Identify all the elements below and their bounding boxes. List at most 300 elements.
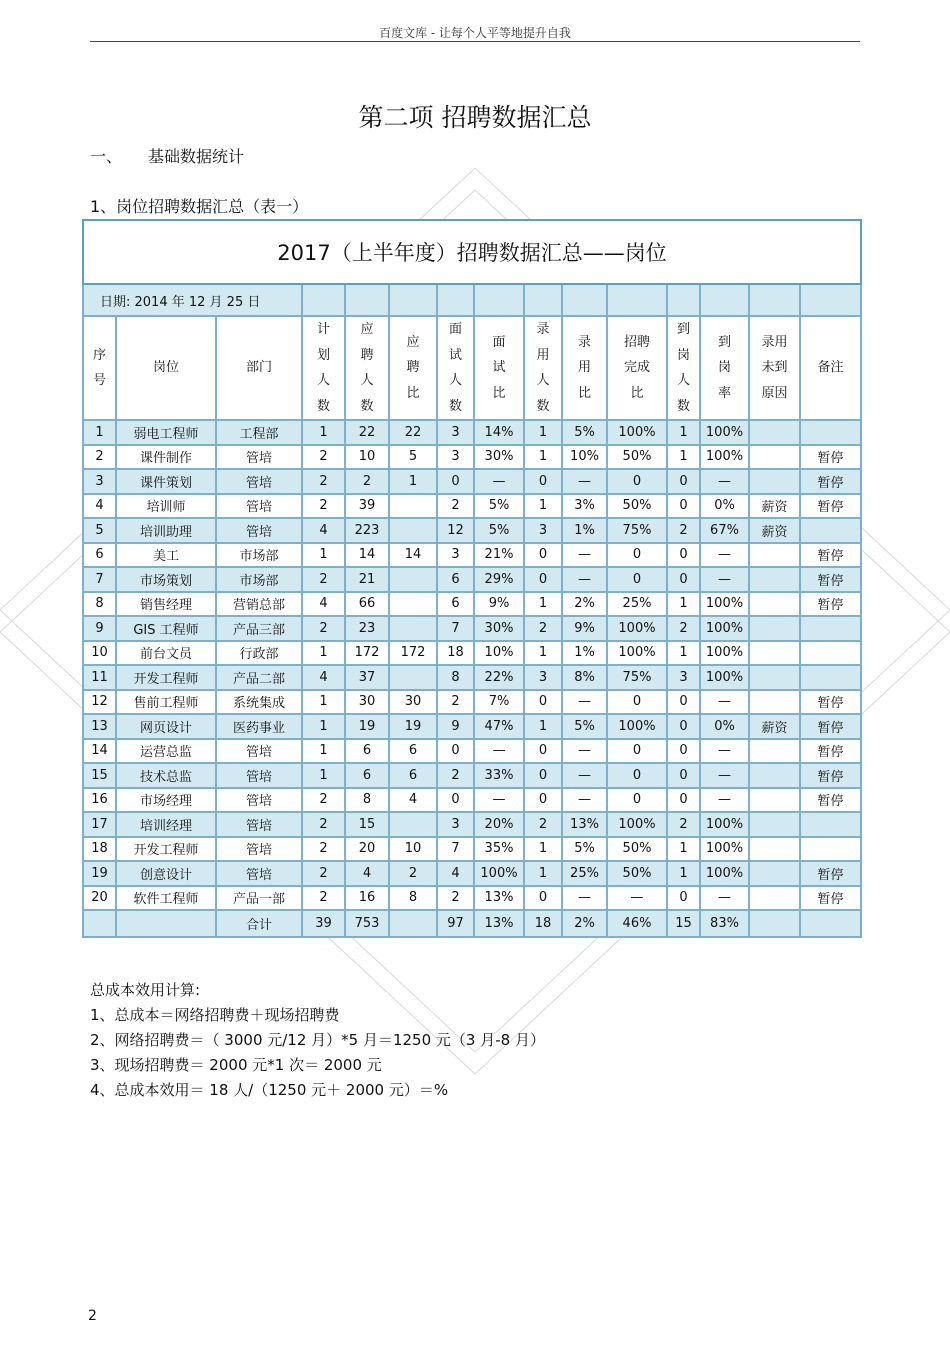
table-cell: 培训助理 — [116, 518, 216, 543]
table-cell: — — [700, 567, 749, 592]
table-row — [83, 641, 861, 666]
table-cell: 1 — [667, 837, 700, 862]
table-cell: 3 — [524, 665, 562, 690]
table-cell: 1 — [302, 763, 345, 788]
table-cell: 4 — [345, 861, 389, 886]
table-cell: 0% — [700, 714, 749, 739]
table-cell: 6 — [83, 543, 116, 568]
table-cell: 172 — [345, 641, 389, 666]
table-cell: 172 — [389, 641, 437, 666]
table-cell: 4 — [302, 518, 345, 543]
table-cell: 0 — [667, 886, 700, 911]
table-cell — [749, 763, 800, 788]
table-cell: 14% — [474, 420, 524, 445]
table-cell: — — [562, 469, 607, 494]
table-cell: 0 — [437, 739, 474, 764]
table-cell: 16 — [83, 788, 116, 813]
total-cell: 46% — [607, 910, 667, 937]
table-cell: 2 — [302, 788, 345, 813]
table-cell: 10 — [389, 837, 437, 862]
table-cell: 5% — [562, 420, 607, 445]
table-cell: 医药事业 — [216, 714, 302, 739]
total-cell — [800, 910, 861, 937]
table-row — [83, 592, 861, 617]
table-cell: 100% — [607, 641, 667, 666]
table-cell: 管培 — [216, 494, 302, 519]
table-cell: 管培 — [216, 469, 302, 494]
table-cell: 2 — [437, 690, 474, 715]
table-cell: 2 — [302, 812, 345, 837]
table-heading: 1、岗位招聘数据汇总（表一） — [90, 197, 309, 216]
header-divider — [90, 41, 860, 42]
column-header: 到 岗 率 — [700, 316, 749, 420]
total-cell: 97 — [437, 910, 474, 937]
table-cell: 2 — [667, 616, 700, 641]
table-cell: 0 — [667, 739, 700, 764]
table-cell: — — [562, 788, 607, 813]
table-cell: 暂停 — [800, 567, 861, 592]
table-cell: 产品一部 — [216, 886, 302, 911]
table-cell: 13% — [474, 886, 524, 911]
table-cell: 13 — [83, 714, 116, 739]
total-cell: 13% — [474, 910, 524, 937]
date-label: 日期: 2014 年 12 月 25 日 — [83, 284, 302, 316]
table-cell: 29% — [474, 567, 524, 592]
table-cell: 暂停 — [800, 861, 861, 886]
total-cell: 合计 — [216, 910, 302, 937]
table-cell: 市场经理 — [116, 788, 216, 813]
table-cell: 1 — [524, 420, 562, 445]
table-cell: 1 — [524, 861, 562, 886]
table-cell: 4 — [83, 494, 116, 519]
total-cell: 753 — [345, 910, 389, 937]
table-cell: 19 — [83, 861, 116, 886]
table-cell: 19 — [345, 714, 389, 739]
table-cell: 9% — [474, 592, 524, 617]
table-cell: 7% — [474, 690, 524, 715]
table-cell: 3 — [437, 543, 474, 568]
table-cell — [749, 567, 800, 592]
table-cell: 30% — [474, 445, 524, 470]
table-cell: 培训经理 — [116, 812, 216, 837]
table-cell: 弱电工程师 — [116, 420, 216, 445]
table-cell: — — [474, 469, 524, 494]
table-cell: 22% — [474, 665, 524, 690]
total-cell — [116, 910, 216, 937]
table-cell: 1 — [302, 543, 345, 568]
column-header: 应 聘 比 — [389, 316, 437, 420]
table-cell: 6 — [437, 592, 474, 617]
table-cell: 5 — [389, 445, 437, 470]
recruitment-table-container — [82, 219, 860, 938]
table-cell: 市场部 — [216, 567, 302, 592]
table-cell: 暂停 — [800, 690, 861, 715]
table-cell: 0 — [524, 543, 562, 568]
total-cell: 2% — [562, 910, 607, 937]
column-header: 到 岗 人 数 — [667, 316, 700, 420]
table-cell: 19 — [389, 714, 437, 739]
table-cell: 30% — [474, 616, 524, 641]
table-cell: 培训师 — [116, 494, 216, 519]
table-cell — [800, 665, 861, 690]
table-cell: 100% — [607, 616, 667, 641]
table-cell: 75% — [607, 518, 667, 543]
table-cell: 100% — [700, 616, 749, 641]
column-header: 录用 未到 原因 — [749, 316, 800, 420]
table-cell: 美工 — [116, 543, 216, 568]
table-cell: 100% — [607, 714, 667, 739]
table-cell: 23 — [345, 616, 389, 641]
table-cell: 2 — [302, 469, 345, 494]
table-cell: 1 — [524, 837, 562, 862]
table-cell: 9 — [437, 714, 474, 739]
column-header: 备注 — [800, 316, 861, 420]
table-cell: 20 — [83, 886, 116, 911]
table-cell: 30 — [389, 690, 437, 715]
table-cell — [800, 518, 861, 543]
date-row-cell — [562, 284, 607, 316]
table-cell: 2 — [302, 445, 345, 470]
table-cell: 4 — [302, 665, 345, 690]
table-cell: 9 — [83, 616, 116, 641]
table-cell: 33% — [474, 763, 524, 788]
table-cell: 2 — [302, 567, 345, 592]
table-cell: 创意设计 — [116, 861, 216, 886]
table-cell: 21% — [474, 543, 524, 568]
table-cell: 2 — [302, 861, 345, 886]
table-cell: 25% — [607, 592, 667, 617]
table-cell: 100% — [700, 812, 749, 837]
table-cell: 运营总监 — [116, 739, 216, 764]
table-cell: 25% — [562, 861, 607, 886]
table-cell: — — [700, 886, 749, 911]
table-cell: 1 — [83, 420, 116, 445]
table-cell: 5% — [474, 494, 524, 519]
column-header: 岗位 — [116, 316, 216, 420]
table-cell: — — [474, 788, 524, 813]
table-cell: 1 — [302, 690, 345, 715]
table-cell: — — [607, 886, 667, 911]
table-cell: 薪资 — [749, 714, 800, 739]
table-cell: 0% — [700, 494, 749, 519]
table-cell: 暂停 — [800, 445, 861, 470]
table-cell: 0 — [524, 763, 562, 788]
table-cell: 课件制作 — [116, 445, 216, 470]
table-cell — [749, 420, 800, 445]
table-cell: 0 — [607, 763, 667, 788]
table-cell: 100% — [700, 592, 749, 617]
table-cell — [800, 641, 861, 666]
table-cell: 15 — [345, 812, 389, 837]
cost-line: 3、现场招聘费＝ 2000 元*1 次＝ 2000 元 — [90, 1056, 382, 1074]
table-cell — [749, 812, 800, 837]
table-cell: 管培 — [216, 861, 302, 886]
table-cell — [389, 665, 437, 690]
table-cell: — — [700, 543, 749, 568]
table-cell: 4 — [437, 861, 474, 886]
table-cell — [749, 788, 800, 813]
table-cell: 2 — [345, 469, 389, 494]
table-cell: 10% — [474, 641, 524, 666]
table-cell: 薪资 — [749, 518, 800, 543]
table-cell: 暂停 — [800, 469, 861, 494]
table-cell: 13% — [562, 812, 607, 837]
table-cell — [389, 567, 437, 592]
table-cell: — — [562, 739, 607, 764]
date-row-cell — [524, 284, 562, 316]
table-cell: 3 — [437, 420, 474, 445]
table-cell: 50% — [607, 494, 667, 519]
table-cell — [749, 592, 800, 617]
column-header: 招聘 完成 比 — [607, 316, 667, 420]
table-cell: 暂停 — [800, 763, 861, 788]
table-cell: 0 — [667, 494, 700, 519]
table-cell: — — [562, 567, 607, 592]
table-cell — [749, 837, 800, 862]
table-cell — [800, 837, 861, 862]
table-row — [83, 616, 861, 641]
table-cell: 2 — [667, 518, 700, 543]
table-cell: 课件策划 — [116, 469, 216, 494]
table-cell: GIS 工程师 — [116, 616, 216, 641]
table-cell: 18 — [83, 837, 116, 862]
table-cell: 管培 — [216, 445, 302, 470]
table-cell: 5% — [474, 518, 524, 543]
table-cell: 管培 — [216, 518, 302, 543]
date-row-cell — [389, 284, 437, 316]
table-title: 2017（上半年度）招聘数据汇总——岗位 — [83, 220, 861, 284]
table-cell: 100% — [607, 812, 667, 837]
table-cell: 75% — [607, 665, 667, 690]
cost-line: 1、总成本＝网络招聘费＋现场招聘费 — [90, 1006, 340, 1024]
table-cell: 0 — [524, 567, 562, 592]
table-row — [83, 886, 861, 911]
section-number: 一、 — [90, 147, 123, 166]
table-cell: 1 — [667, 641, 700, 666]
table-cell: 1 — [524, 494, 562, 519]
table-cell: 0 — [437, 469, 474, 494]
table-cell: 0 — [667, 763, 700, 788]
table-cell: 0 — [607, 567, 667, 592]
table-cell: 1 — [302, 739, 345, 764]
table-cell: 5 — [83, 518, 116, 543]
table-cell: 8 — [83, 592, 116, 617]
table-cell: 暂停 — [800, 494, 861, 519]
table-cell: 网页设计 — [116, 714, 216, 739]
table-cell: 售前工程师 — [116, 690, 216, 715]
table-cell: — — [700, 788, 749, 813]
table-cell: 0 — [524, 739, 562, 764]
table-cell: 1 — [302, 420, 345, 445]
table-cell: 100% — [700, 837, 749, 862]
cost-calculation — [90, 978, 545, 1103]
table-cell — [389, 812, 437, 837]
date-row — [83, 284, 861, 316]
table-cell: 1 — [524, 445, 562, 470]
table-cell — [749, 665, 800, 690]
column-header: 部门 — [216, 316, 302, 420]
table-cell: 营销总部 — [216, 592, 302, 617]
table-cell — [749, 690, 800, 715]
table-cell: 2 — [302, 616, 345, 641]
table-cell: 5% — [562, 837, 607, 862]
table-cell — [800, 616, 861, 641]
table-cell: 100% — [700, 641, 749, 666]
table-cell: 12 — [83, 690, 116, 715]
table-cell: 0 — [667, 469, 700, 494]
table-cell — [749, 886, 800, 911]
table-cell: 0 — [524, 788, 562, 813]
table-cell — [749, 469, 800, 494]
table-cell: 1 — [667, 420, 700, 445]
date-row-cell — [667, 284, 700, 316]
table-cell: 暂停 — [800, 739, 861, 764]
table-cell: — — [562, 543, 607, 568]
table-cell: 2 — [524, 616, 562, 641]
table-cell: 0 — [667, 543, 700, 568]
table-cell — [749, 543, 800, 568]
table-cell: 4 — [389, 788, 437, 813]
table-cell: 12 — [437, 518, 474, 543]
table-cell: 3% — [562, 494, 607, 519]
table-cell: 17 — [83, 812, 116, 837]
table-cell: 市场部 — [216, 543, 302, 568]
total-cell: 39 — [302, 910, 345, 937]
page-header: 百度文库 - 让每个人平等地提升自我 — [379, 26, 571, 40]
table-cell — [800, 420, 861, 445]
table-cell: — — [562, 763, 607, 788]
table-cell: 9% — [562, 616, 607, 641]
table-row — [83, 714, 861, 739]
table-cell: 50% — [607, 837, 667, 862]
table-cell: 0 — [524, 690, 562, 715]
table-cell: 开发工程师 — [116, 665, 216, 690]
table-cell — [749, 641, 800, 666]
cost-line: 4、总成本效用＝ 18 人/（1250 元＋ 2000 元）＝% — [90, 1081, 449, 1099]
date-row-cell — [800, 284, 861, 316]
section-title: 基础数据统计 — [148, 147, 245, 166]
table-cell: — — [700, 763, 749, 788]
column-header-row — [83, 316, 861, 420]
table-cell: 前台文员 — [116, 641, 216, 666]
table-cell: 技术总监 — [116, 763, 216, 788]
date-row-cell — [437, 284, 474, 316]
table-cell: 0 — [607, 739, 667, 764]
total-cell: 83% — [700, 910, 749, 937]
table-cell: 2 — [83, 445, 116, 470]
table-cell: 15 — [83, 763, 116, 788]
table-cell: 100% — [700, 445, 749, 470]
table-cell — [749, 739, 800, 764]
table-cell: 100% — [700, 420, 749, 445]
table-cell: 50% — [607, 445, 667, 470]
table-cell — [749, 445, 800, 470]
table-cell: 2 — [667, 812, 700, 837]
table-cell: 1 — [667, 861, 700, 886]
table-cell: 39 — [345, 494, 389, 519]
table-cell: 223 — [345, 518, 389, 543]
table-cell: 软件工程师 — [116, 886, 216, 911]
table-cell: 薪资 — [749, 494, 800, 519]
table-cell: 0 — [607, 469, 667, 494]
table-cell: 8 — [389, 886, 437, 911]
table-row — [83, 739, 861, 764]
table-cell: 3 — [437, 445, 474, 470]
table-cell: 1 — [302, 641, 345, 666]
table-cell: 1 — [524, 592, 562, 617]
table-cell — [389, 494, 437, 519]
page-number: 2 — [88, 1308, 97, 1324]
table-cell: 3 — [437, 812, 474, 837]
table-cell: 管培 — [216, 812, 302, 837]
table-cell: 1 — [302, 714, 345, 739]
table-row — [83, 469, 861, 494]
table-cell: 8% — [562, 665, 607, 690]
table-row — [83, 690, 861, 715]
table-cell: 2% — [562, 592, 607, 617]
table-cell: 暂停 — [800, 886, 861, 911]
date-row-cell — [700, 284, 749, 316]
table-cell: 暂停 — [800, 788, 861, 813]
table-cell: 22 — [389, 420, 437, 445]
table-cell: 18 — [437, 641, 474, 666]
table-cell: 系统集成 — [216, 690, 302, 715]
table-row — [83, 812, 861, 837]
table-cell: 0 — [667, 788, 700, 813]
table-cell: 3 — [667, 665, 700, 690]
table-cell: 0 — [667, 714, 700, 739]
table-cell: 66 — [345, 592, 389, 617]
table-cell: 30 — [345, 690, 389, 715]
table-cell: 10 — [83, 641, 116, 666]
table-cell: 1 — [667, 592, 700, 617]
table-cell: 管培 — [216, 739, 302, 764]
cost-line: 2、网络招聘费＝（ 3000 元/12 月）*5 月＝1250 元（3 月-8 月） — [90, 1031, 545, 1049]
table-cell: 市场策划 — [116, 567, 216, 592]
table-cell: 47% — [474, 714, 524, 739]
table-row — [83, 518, 861, 543]
table-cell: 6 — [389, 739, 437, 764]
table-cell: — — [474, 739, 524, 764]
table-cell: 销售经理 — [116, 592, 216, 617]
table-title-row — [83, 220, 861, 284]
table-cell: 7 — [437, 837, 474, 862]
table-cell: — — [700, 469, 749, 494]
table-row — [83, 494, 861, 519]
table-row — [83, 763, 861, 788]
table-row — [83, 445, 861, 470]
table-cell: 0 — [607, 788, 667, 813]
table-cell — [749, 861, 800, 886]
table-cell: 16 — [345, 886, 389, 911]
table-row — [83, 837, 861, 862]
recruitment-summary-table — [82, 219, 862, 938]
table-cell: 1% — [562, 641, 607, 666]
table-cell: 6 — [345, 763, 389, 788]
table-cell: 工程部 — [216, 420, 302, 445]
table-cell: 6 — [437, 567, 474, 592]
total-cell: 15 — [667, 910, 700, 937]
column-header: 录 用 人 数 — [524, 316, 562, 420]
table-cell: 14 — [345, 543, 389, 568]
total-cell: 18 — [524, 910, 562, 937]
table-cell: 14 — [389, 543, 437, 568]
date-row-cell — [474, 284, 524, 316]
table-cell: 6 — [389, 763, 437, 788]
table-cell: 4 — [302, 592, 345, 617]
table-cell: 20 — [345, 837, 389, 862]
table-cell: 0 — [667, 567, 700, 592]
